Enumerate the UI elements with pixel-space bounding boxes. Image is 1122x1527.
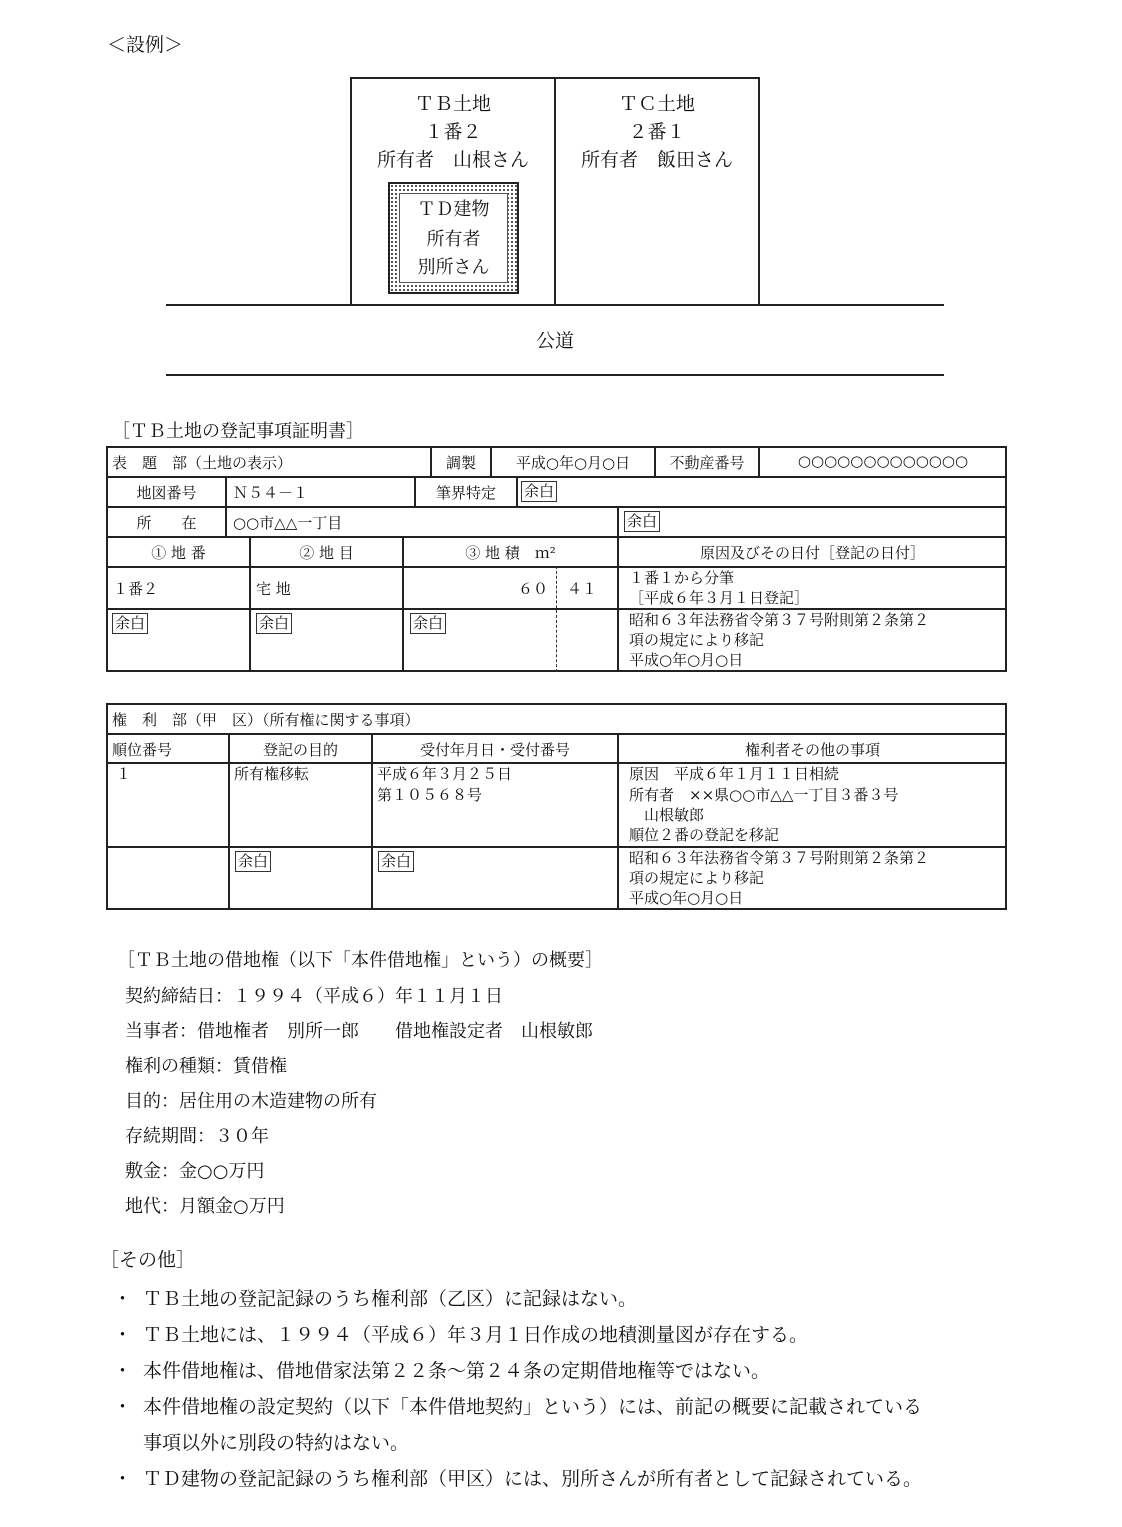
transfer-note-1: 昭和６３年法務省令第３７号附則第２条第２ [629, 611, 930, 629]
shozai-value: ○○市△△一丁目 [233, 514, 343, 532]
bullet-mark: ・ [113, 1288, 133, 1310]
kenri-header: 権 利 部（甲 区）（所有権に関する事項） [112, 711, 420, 729]
hyodai-vline [617, 506, 619, 672]
area-decimal: ４１ [567, 580, 598, 598]
tc-land-lot: ２番１ [628, 121, 686, 143]
kenri-line [106, 733, 1007, 735]
hyodai-dashed-vline [556, 566, 557, 672]
receipt-number: 第１０５６８号 [377, 786, 483, 804]
col-details: 権利者その他の事項 [744, 741, 880, 759]
detail-2: 所有者 ××県○○市△△一丁目３番３号 [629, 786, 899, 804]
yohaku-stamp: 余白 [521, 481, 557, 502]
cause-1: １番１から分筆 [629, 569, 735, 587]
road-edge-bottom [166, 374, 944, 376]
col-purpose: 登記の目的 [262, 741, 338, 759]
summary-item: 当事者：借地権者 別所一郎 借地権設定者 山根敏郎 [125, 1021, 593, 1042]
receipt-date: 平成６年３月２５日 [377, 765, 513, 783]
col-chiseki: ③ 地 積 ｍ² [465, 544, 556, 562]
chizu-label: 地図番号 [136, 484, 197, 502]
chimoku-value: 宅 地 [256, 580, 291, 598]
hyodai-line [106, 536, 1007, 538]
col-chimoku: ② 地 目 [299, 544, 354, 562]
col-chiban: ① 地 番 [151, 544, 206, 562]
col-receipt: 受付年月日・受付番号 [419, 741, 570, 759]
cause-2: ［平成６年３月１日登記］ [629, 589, 810, 607]
yohaku-stamp: 余白 [410, 613, 446, 634]
bullet-mark: ・ [113, 1468, 133, 1490]
summary-item: 契約締結日：１９９４（平成６）年１１月１日 [125, 986, 503, 1007]
registry-title: ［ＴＢ土地の登記事項証明書］ [112, 421, 364, 442]
yohaku-stamp: 余白 [112, 613, 148, 634]
yohaku-stamp: 余白 [256, 613, 292, 634]
detail-4: 順位２番の登記を移記 [629, 826, 780, 844]
example-label: ＜設例＞ [107, 34, 184, 56]
other-item: 本件借地権は、借地借家法第２２条～第２４条の定期借地権等ではない。 [143, 1360, 771, 1382]
chosei-value: 平成○年○月○日 [515, 454, 631, 472]
kenri-transfer-2: 項の規定により移記 [629, 869, 765, 887]
rank-value: １ [116, 765, 132, 783]
shozai-label: 所 在 [136, 514, 197, 532]
chosei-label: 調製 [445, 454, 476, 472]
col-rank: 順位番号 [112, 741, 173, 759]
other-title: ［その他］ [100, 1249, 196, 1271]
other-item: 本件借地権の設定契約（以下「本件借地契約」という）には、前記の概要に記載されている [143, 1396, 923, 1418]
yohaku-stamp: 余白 [235, 851, 271, 872]
fudosan-value: ○○○○○○○○○○○○○ [797, 452, 969, 470]
other-item: ＴＤ建物の登記記録のうち権利部（甲区）には、別所さんが所有者として記録されている。 [143, 1468, 923, 1490]
kenri-transfer-1: 昭和６３年法務省令第３７号附則第２条第２ [629, 849, 930, 867]
public-road-label: 公道 [535, 330, 574, 352]
kenri-transfer-3: 平成○年○月○日 [629, 889, 744, 907]
hyodai-line [106, 476, 1007, 478]
hyodai-line [106, 506, 1007, 508]
tc-land-owner: 所有者 飯田さん [580, 149, 733, 171]
transfer-note-3: 平成○年○月○日 [629, 651, 744, 669]
bullet-mark: ・ [113, 1396, 133, 1418]
summary-item: 目的：居住用の木造建物の所有 [125, 1091, 377, 1112]
tb-land-owner: 所有者 山根さん [376, 149, 529, 171]
hyodai-header: 表 題 部（土地の表示） [112, 454, 293, 472]
summary-title: ［ＴＢ土地の借地権（以下「本件借地権」という）の概要］ [117, 950, 603, 971]
yohaku-stamp: 余白 [378, 851, 414, 872]
col-cause: 原因及びその日付［登記の日付］ [699, 544, 925, 562]
fudosan-label: 不動産番号 [669, 454, 745, 472]
bullet-mark: ・ [113, 1360, 133, 1382]
other-item: ＴＢ土地には、１９９４（平成６）年３月１日作成の地積測量図が存在する。 [143, 1324, 809, 1346]
transfer-note-2: 項の規定により移記 [629, 631, 765, 649]
hyodai-vline [225, 476, 227, 536]
summary-item: 存続期間：３０年 [125, 1126, 269, 1147]
tb-land-lot: １番２ [424, 121, 482, 143]
other-item: ＴＢ土地の登記記録のうち権利部（乙区）に記録はない。 [143, 1288, 638, 1310]
detail-3: 山根敏郎 [629, 806, 705, 824]
other-item-continued: 事項以外に別段の特約はない。 [143, 1432, 410, 1454]
yohaku-stamp: 余白 [624, 511, 660, 532]
hikkai-label: 筆界特定 [435, 484, 496, 502]
detail-1: 原因 平成６年１月１１日相続 [629, 765, 840, 783]
td-building-name: ＴＤ建物 [417, 199, 490, 220]
tc-land-name: ＴＣ土地 [618, 93, 695, 115]
summary-item: 権利の種類：賃借権 [125, 1056, 287, 1077]
road-edge-top [166, 304, 944, 306]
summary-item: 敷金：金○○万円 [125, 1161, 265, 1182]
summary-item: 地代：月額金○万円 [125, 1196, 285, 1217]
bullet-mark: ・ [113, 1324, 133, 1346]
td-owner-label: 所有者 [426, 229, 481, 250]
purpose-value: 所有権移転 [234, 765, 310, 783]
td-owner: 別所さん [417, 257, 490, 278]
area-integer: ６０ [518, 580, 549, 598]
tb-land-name: ＴＢ土地 [414, 93, 491, 115]
chizu-value: Ｎ５４－１ [233, 484, 309, 502]
chiban-value: １番２ [113, 580, 159, 598]
hyodai-vline [516, 476, 518, 506]
